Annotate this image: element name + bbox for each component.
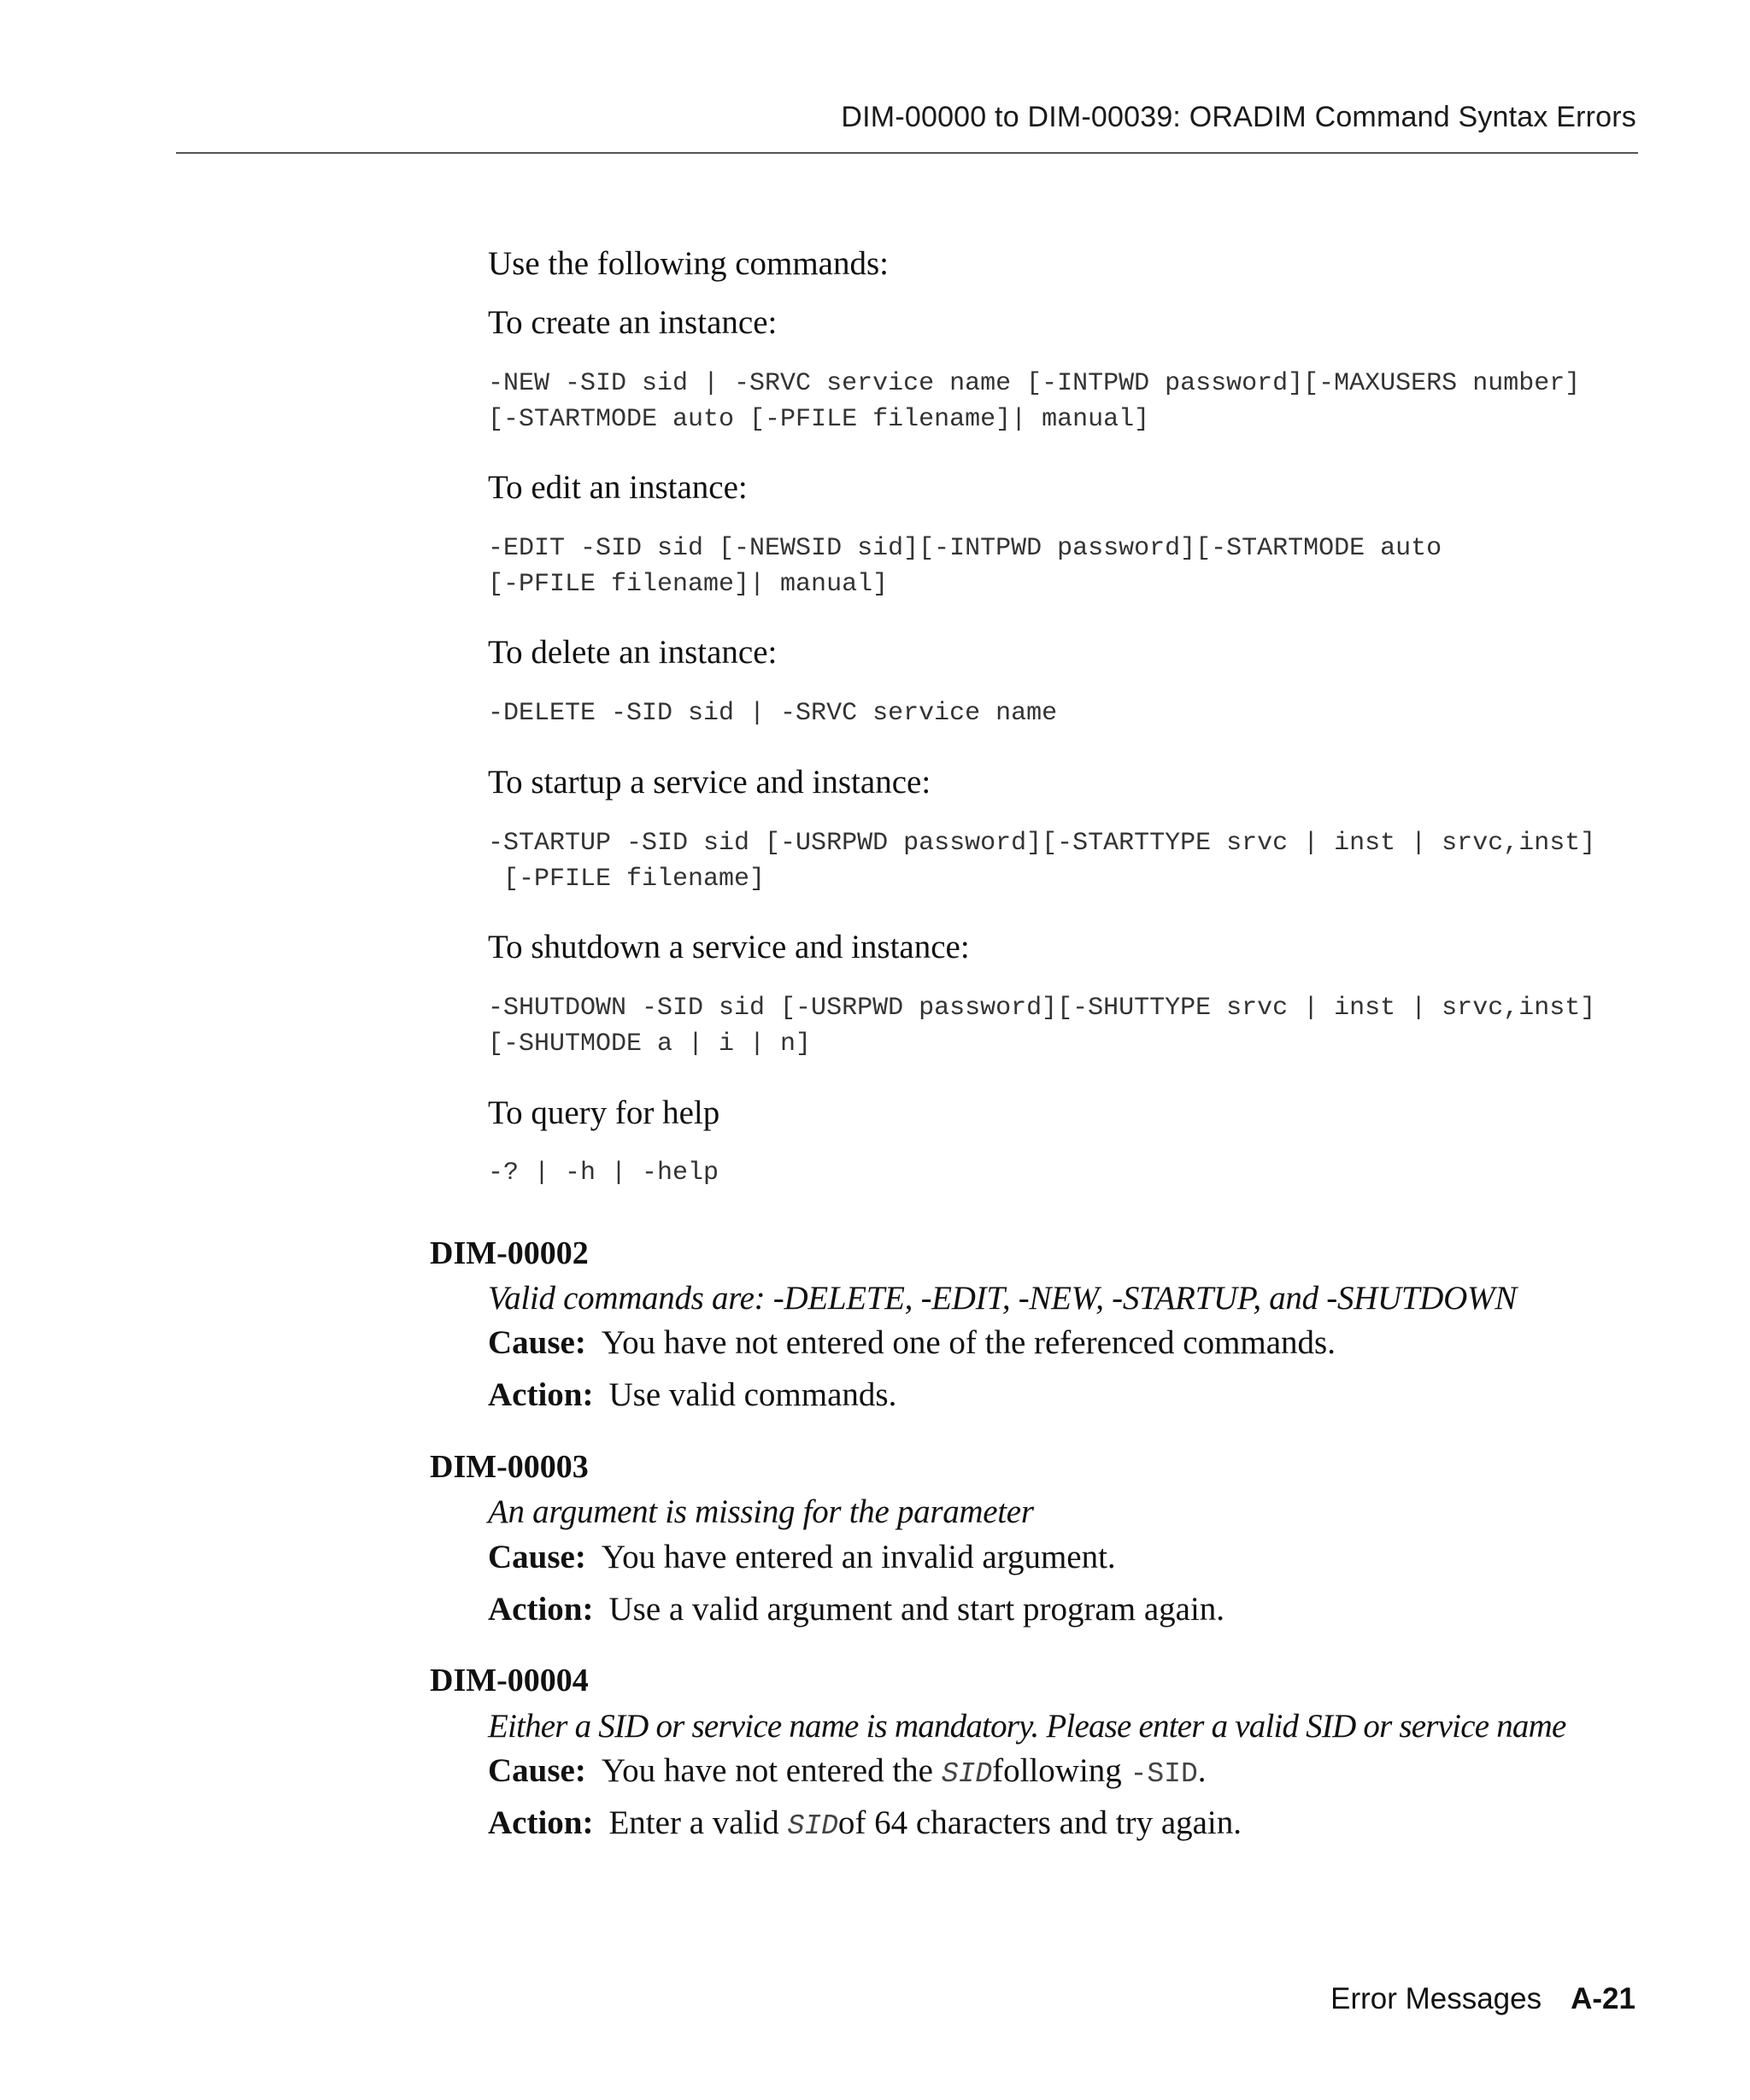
action-text: Use valid commands. bbox=[608, 1376, 897, 1413]
error-message-00004: Either a SID or service name is mandatory. Please enter a valid SID or service name bbox=[488, 1708, 1566, 1745]
error-message-00003: An argument is missing for the parameter bbox=[488, 1493, 1034, 1530]
code-delete: -DELETE -SID sid | -SRVC service name bbox=[488, 699, 1058, 728]
error-id-00003: DIM-00003 bbox=[430, 1449, 589, 1485]
section-heading-delete: To delete an instance: bbox=[488, 634, 778, 671]
page-footer bbox=[1330, 1982, 1635, 2016]
error-action-00004 bbox=[488, 1804, 1242, 1842]
cause-text-pre: You have not entered the bbox=[601, 1752, 933, 1789]
running-header: DIM-00000 to DIM-00039: ORADIM Command Syntax Errors bbox=[841, 101, 1636, 133]
error-cause-00002 bbox=[488, 1323, 1336, 1362]
header-rule bbox=[176, 152, 1638, 154]
section-heading-shutdown: To shutdown a service and instance: bbox=[488, 929, 970, 965]
code-create: -NEW -SID sid | -SRVC service name [-INTPWD password][-MAXUSERS number] [-STARTMODE auto [-PFILE filename]| manual] bbox=[488, 369, 1581, 434]
error-action-00003 bbox=[488, 1590, 1224, 1628]
code-startup: -STARTUP -SID sid [-USRPWD password][-STARTTYPE srvc | inst | srvc,inst] [-PFILE filename] bbox=[488, 829, 1596, 894]
action-text-post: of 64 characters and try again. bbox=[837, 1804, 1242, 1841]
error-cause-00004 bbox=[488, 1751, 1207, 1790]
cause-code-flag: -SID bbox=[1130, 1758, 1198, 1790]
action-label: Action: bbox=[488, 1376, 594, 1413]
action-label: Action: bbox=[488, 1804, 594, 1841]
section-heading-help: To query for help bbox=[488, 1094, 720, 1131]
cause-text: You have entered an invalid argument. bbox=[601, 1539, 1116, 1575]
action-text: Use a valid argument and start program again. bbox=[608, 1591, 1225, 1628]
page-number: A-21 bbox=[1571, 1982, 1635, 2015]
action-label: Action: bbox=[488, 1591, 594, 1628]
error-action-00002 bbox=[488, 1376, 896, 1414]
action-code-sid: SID bbox=[787, 1810, 838, 1842]
error-id-00004: DIM-00004 bbox=[430, 1663, 589, 1698]
code-edit: -EDIT -SID sid [-NEWSID sid][-INTPWD password][-STARTMODE auto [-PFILE filename]| manual] bbox=[488, 534, 1442, 599]
cause-label: Cause: bbox=[488, 1324, 586, 1361]
cause-text-mid: following bbox=[992, 1752, 1122, 1789]
cause-code-sid: SID bbox=[941, 1758, 993, 1790]
section-heading-create: To create an instance: bbox=[488, 304, 778, 341]
action-text-pre: Enter a valid bbox=[608, 1804, 779, 1841]
cause-text: You have not entered one of the referenced commands. bbox=[601, 1324, 1336, 1361]
code-shutdown: -SHUTDOWN -SID sid [-USRPWD password][-SHUTTYPE srvc | inst | srvc,inst] [-SHUTMODE a | i | n] bbox=[488, 994, 1596, 1059]
code-help: -? | -h | -help bbox=[488, 1159, 719, 1188]
section-heading-startup: To startup a service and instance: bbox=[488, 764, 931, 801]
intro-text: Use the following commands: bbox=[488, 245, 890, 282]
section-heading-edit: To edit an instance: bbox=[488, 469, 748, 506]
error-id-00002: DIM-00002 bbox=[430, 1235, 589, 1271]
cause-label: Cause: bbox=[488, 1752, 586, 1789]
cause-label: Cause: bbox=[488, 1539, 586, 1575]
cause-text-post: . bbox=[1197, 1752, 1207, 1789]
footer-section: Error Messages bbox=[1330, 1982, 1542, 2015]
error-cause-00003 bbox=[488, 1538, 1116, 1576]
error-message-00002: Valid commands are: -DELETE, -EDIT, -NEW, -STARTUP, and -SHUTDOWN bbox=[488, 1280, 1517, 1317]
